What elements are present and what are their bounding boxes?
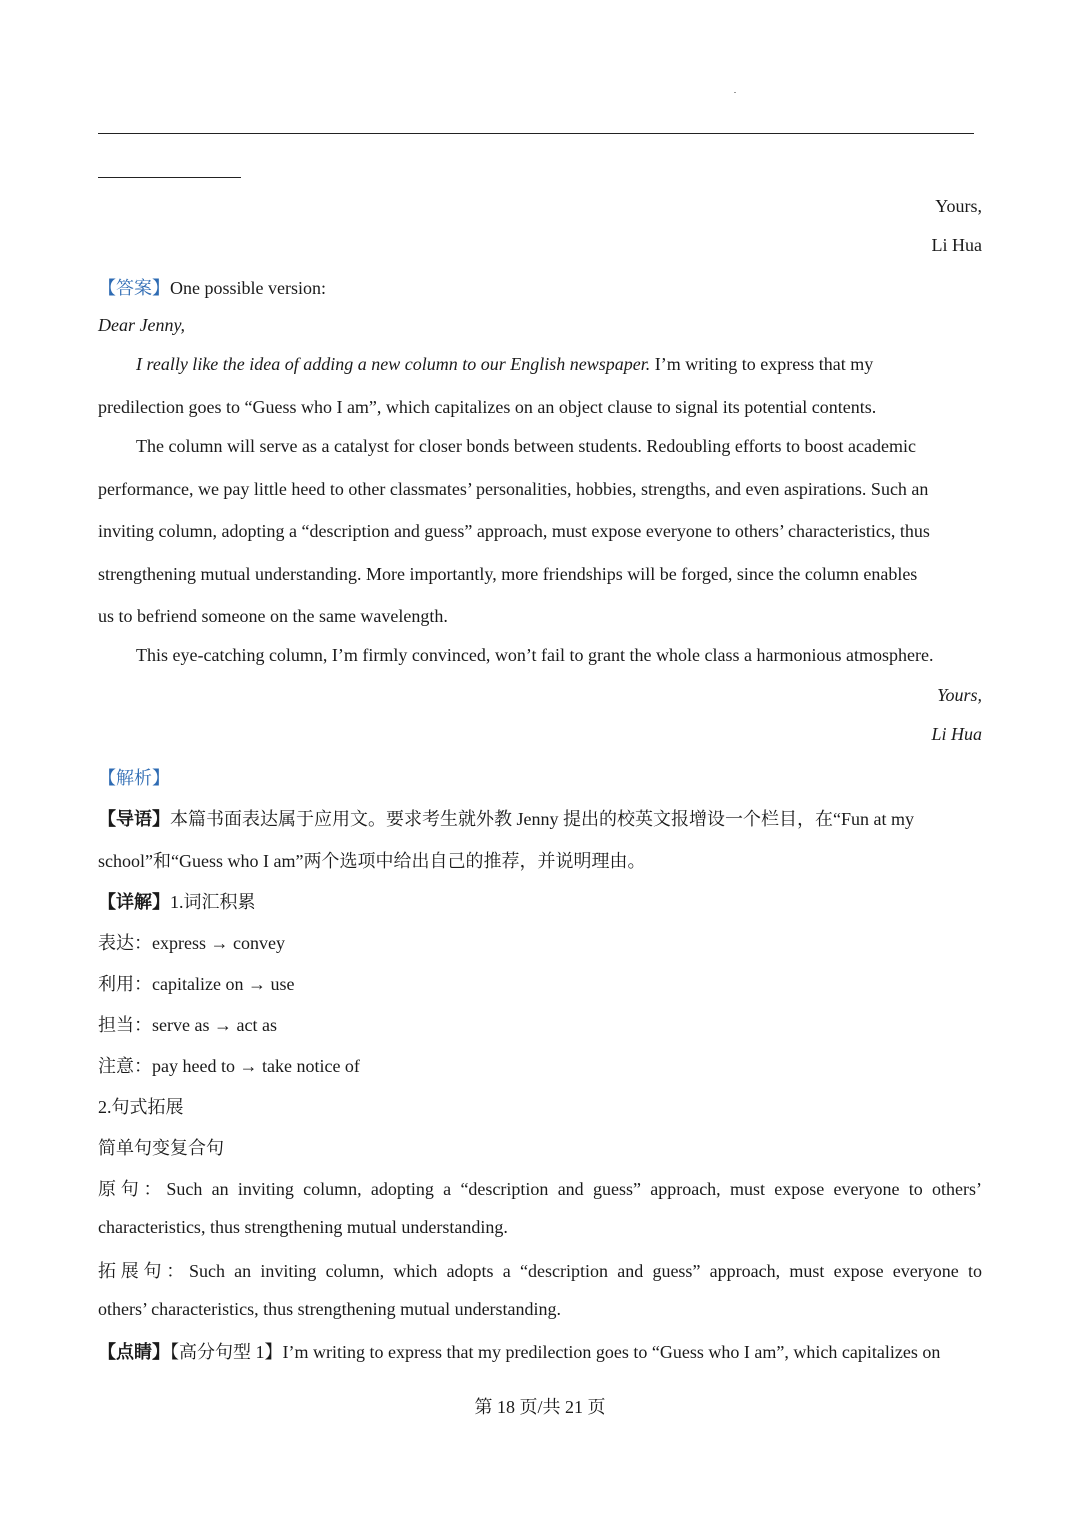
detail-header [98, 888, 256, 914]
guide-tag: 【导语】 [98, 809, 170, 829]
answer-header [98, 274, 326, 300]
answer-tag: 【答案】 [98, 278, 170, 298]
extended-label: 拓展句： [98, 1261, 189, 1281]
vocab-en: serve as → act as [152, 1015, 277, 1035]
original-sentence-line1 [98, 1175, 982, 1201]
closing-name: Li Hua [931, 724, 982, 744]
guide-line2: school”和“Guess who I am”两个选项中给出自己的推荐，并说明理由。 [98, 851, 646, 871]
original-label: 原句： [98, 1179, 167, 1199]
essay-p1-line2: predilection goes to “Guess who I am”, which capitalizes on an object clause to signal its potential contents. [98, 397, 877, 417]
essay-p1-rest: I’m writing to express that my [650, 354, 874, 374]
section2-title: 2.句式拓展 [98, 1097, 184, 1117]
scan-speck [734, 92, 736, 93]
vocab-item [98, 1052, 360, 1078]
essay-p2-line1: The column will serve as a catalyst for closer bonds between students. Redoubling efforts to boost academic [136, 436, 916, 456]
writing-line-full [98, 133, 974, 134]
extended-sentence-line2: others’ characteristics, thus strengthening mutual understanding. [98, 1299, 562, 1319]
guide-text: 本篇书面表达属于应用文。要求考生就外教 Jenny 提出的校英文报增设一个栏目，在“Fun at my [170, 809, 914, 829]
vocab-item [98, 970, 294, 996]
vocab-cn: 表达： [98, 933, 152, 953]
vocab-en: express → convey [152, 933, 285, 953]
guide-line1 [98, 805, 914, 831]
highlight-subtag: 【高分句型 1】 [170, 1342, 283, 1362]
section2-subtitle: 简单句变复合句 [98, 1138, 224, 1158]
writing-line-short [98, 177, 241, 178]
highlight-tag: 【点睛】 [98, 1342, 170, 1362]
vocab-en: capitalize on → use [152, 974, 295, 994]
closing-yours: Yours, [937, 685, 982, 705]
essay-p2-line4: strengthening mutual understanding. More importantly, more friendships will be forged, since the column enables [98, 564, 918, 584]
highlight-text: I’m writing to express that my predilection goes to “Guess who I am”, which capitalizes on [282, 1342, 941, 1362]
vocab-en: pay heed to → take notice of [152, 1056, 360, 1076]
essay-p3: This eye-catching column, I’m firmly convinced, won’t fail to grant the whole class a harmonious atmosphere. [136, 645, 934, 665]
detail-title: 1.词汇积累 [170, 892, 256, 912]
essay-p2-line2: performance, we pay little heed to other classmates’ personalities, hobbies, strengths, and even aspirations. Such an [98, 479, 929, 499]
extended-sentence-line1 [98, 1257, 982, 1283]
signoff-yours: Yours, [935, 196, 982, 216]
essay-p2-line5: us to befriend someone on the same wavelength. [98, 606, 448, 626]
vocab-item [98, 929, 285, 955]
highlight-line [98, 1338, 940, 1364]
salutation: Dear Jenny, [98, 315, 185, 335]
essay-p1-line1 [136, 354, 873, 375]
signoff-name: Li Hua [931, 235, 982, 255]
page-number: 第 18 页/共 21 页 [474, 1397, 606, 1417]
original-sentence-line2: characteristics, thus strengthening mutual understanding. [98, 1217, 508, 1237]
vocab-cn: 利用： [98, 974, 152, 994]
vocab-cn: 注意： [98, 1056, 152, 1076]
extended-text: Such an inviting column, which adopts a “description and guess” approach, must expose everyone to [188, 1261, 983, 1281]
original-text: Such an inviting column, adopting a “description and guess” approach, must expose everyone to others’ [166, 1179, 982, 1199]
essay-p1-italic: I really like the idea of adding a new column to our English newspaper. [136, 354, 651, 374]
detail-tag: 【详解】 [98, 892, 170, 912]
analysis-tag: 【解析】 [98, 768, 170, 788]
vocab-item [98, 1011, 277, 1037]
answer-intro: One possible version: [170, 278, 326, 298]
essay-p2-line3: inviting column, adopting a “description and guess” approach, must expose everyone to others’ characteristics, thus [98, 521, 930, 541]
vocab-cn: 担当： [98, 1015, 152, 1035]
